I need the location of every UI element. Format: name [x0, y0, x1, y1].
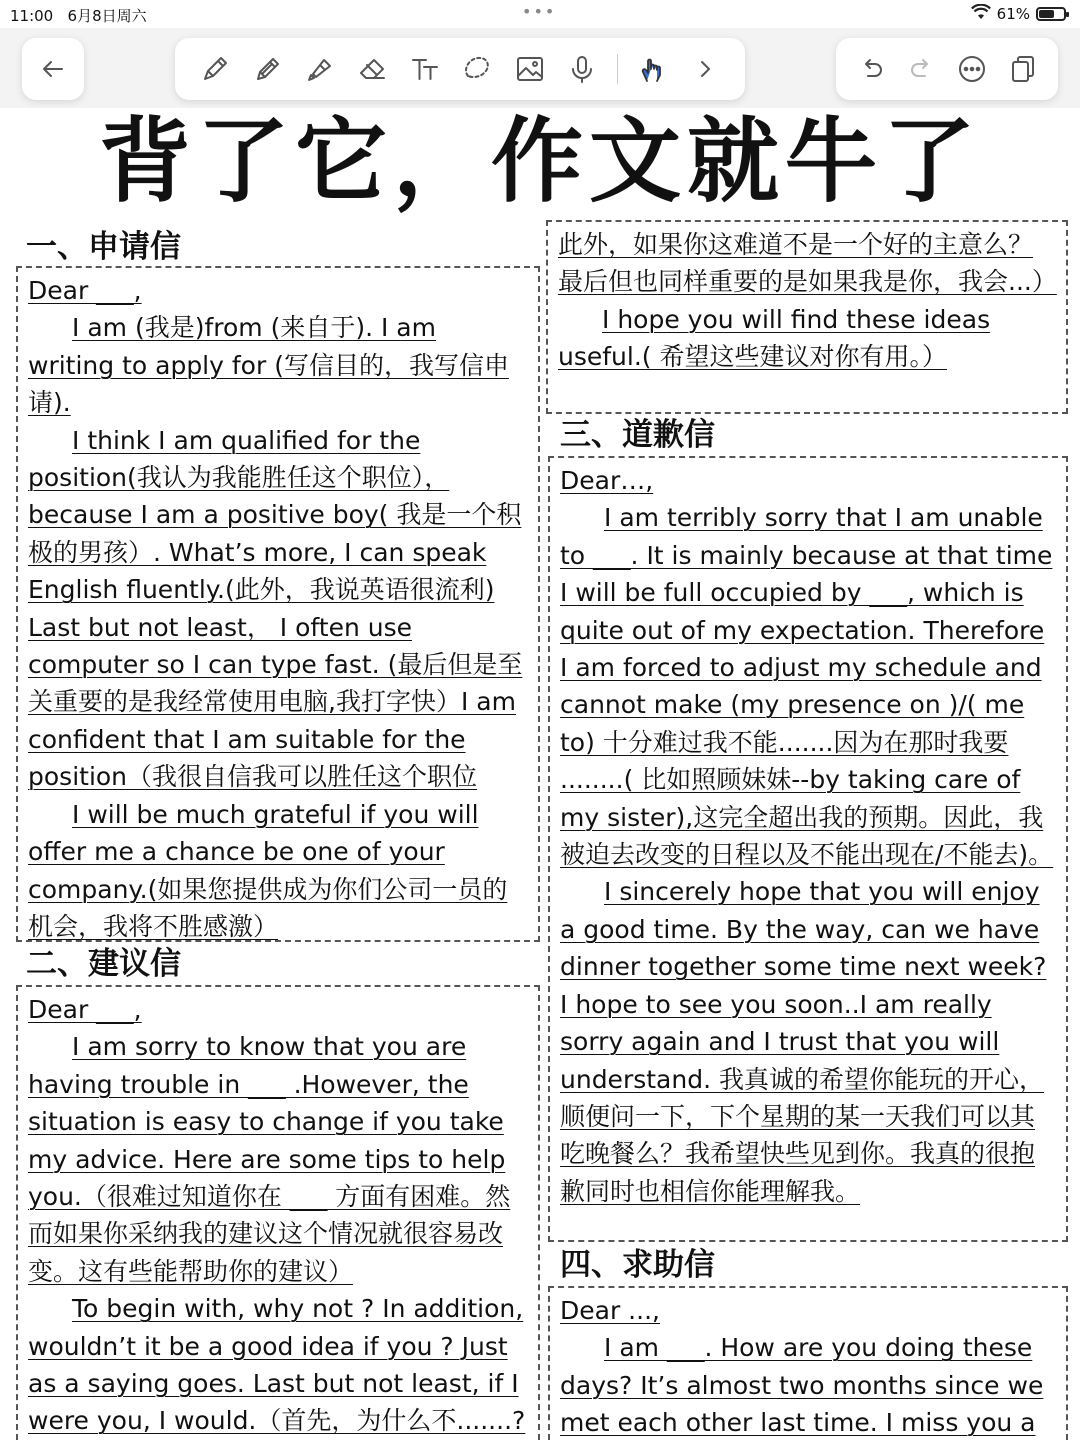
paragraph: 此外，如果你这难道不是一个好的主意么？最后但也同样重要的是如果我是你，我会...）	[558, 230, 1057, 297]
back-arrow-icon	[35, 51, 71, 87]
wifi-icon	[971, 4, 991, 24]
help-letter-box	[548, 1286, 1068, 1440]
paragraph: Dear ___,	[28, 276, 142, 305]
section-heading-help: 四、求助信	[560, 1247, 715, 1283]
redo-icon[interactable]	[904, 51, 940, 87]
application-letter-box	[16, 266, 540, 942]
advice-letter-continued-box	[546, 220, 1068, 414]
pages-icon[interactable]	[1005, 51, 1041, 87]
paragraph: I sincerely hope that you will enjoy a good time. By the way, can we have dinner together some time next week? I hope to see you soon..I am really sorry again and I trust that you will understand. 我真诚的希望你能玩的开心，顺便问一下，下个星期的某一天我们可以其吃晚餐么？我希望快些见到你。我真的很抱歉同时也相信你能理解我。	[560, 877, 1047, 1206]
section-heading-apology: 三、道歉信	[560, 417, 715, 453]
section-heading-application: 一、申请信	[26, 229, 181, 265]
paragraph: Dear ...,	[560, 1296, 660, 1325]
more-icon[interactable]	[954, 51, 990, 87]
lasso-icon[interactable]	[459, 51, 495, 87]
status-bar	[0, 0, 1080, 28]
paragraph: I am (我是)from (来自于). I am writing to apply for (写信目的，我写信申请).	[28, 313, 509, 418]
highlighter-icon[interactable]	[302, 51, 338, 87]
paragraph: Dear ___,	[28, 995, 142, 1024]
paragraph: I think I am qualified for the position(我认为我能胜任这个职位），because I am a positive boy( 我是一个积极的男孩）. What’s more, I can speak English fluently.(此外，我说英语很流利) Last but not least， I often use computer so I can type fast. (最后但是至关重要的是我经常使用电脑,我打字快）I am confident that I am suitable for the position（我很自信我可以胜任这个职位	[28, 425, 523, 792]
paragraph: To begin with, why not ? In addition, wouldn’t it be a good idea if you ? Just as a saying goes. Last but not least, if I were you, I would.（首先，为什么不.......?	[28, 1294, 526, 1436]
chevron-right-icon[interactable]	[687, 51, 723, 87]
image-icon[interactable]	[512, 51, 548, 87]
pen-icon[interactable]	[250, 51, 286, 87]
paragraph: I am sorry to know that you are having trouble in ___ .However, the situation is easy to change if you take my advice. Here are some tips to help you.（很难过知道你在 ___ 方面有困难。然而如果你采纳我的建议这个情况就很容易改变。这有些能帮助你的建议）	[28, 1032, 511, 1286]
eraser-icon[interactable]	[355, 51, 391, 87]
tool-palette	[175, 38, 745, 100]
paragraph: Dear…,	[560, 466, 654, 495]
toolbar	[0, 28, 1080, 108]
text-icon[interactable]	[407, 51, 443, 87]
toolbar-divider	[617, 54, 618, 84]
section-heading-advice: 二、建议信	[26, 946, 181, 982]
microphone-icon[interactable]	[564, 51, 600, 87]
status-date: 6月8日周六	[67, 7, 147, 25]
battery-percent: 61%	[996, 5, 1030, 23]
paragraph: I am terribly sorry that I am unable to ___. It is mainly because at that time I will be full occupied by ___, which is quite out of my expectation. Therefore I am forced to adjust my schedule and cannot make (my presence on )/( me to) 十分难过我不能.......因为在那时我要 ........( 比如照顾妹妹--by taking care of my sister),这完全超出我的预期。因此，我被迫去改变的日程以及不能出现在/不能去)。	[560, 503, 1054, 870]
multitask-dots[interactable]: •••	[522, 2, 557, 21]
document-actions	[836, 38, 1058, 100]
status-time: 11:00 6月8日周六	[10, 7, 147, 25]
paragraph: I hope you will find these ideas useful.( 希望这些建议对你有用。）	[558, 304, 991, 372]
paragraph: I will be much grateful if you will offer me a chance be one of your company.(如果您提供成为你们公司一员的机会，我将不胜感激）	[28, 799, 508, 941]
paragraph: I am ___. How are you doing these days? It’s almost two months since we met each other last time. I miss you a	[560, 1333, 1044, 1438]
page-title: 背了它，作文就牛了	[98, 108, 981, 215]
hand-touch-icon[interactable]	[634, 51, 670, 87]
back-button[interactable]	[22, 38, 84, 100]
undo-icon[interactable]	[853, 51, 889, 87]
apology-letter-box	[548, 456, 1068, 1242]
battery-icon	[1036, 7, 1066, 21]
pencil-icon[interactable]	[197, 51, 233, 87]
advice-letter-box	[16, 985, 540, 1440]
